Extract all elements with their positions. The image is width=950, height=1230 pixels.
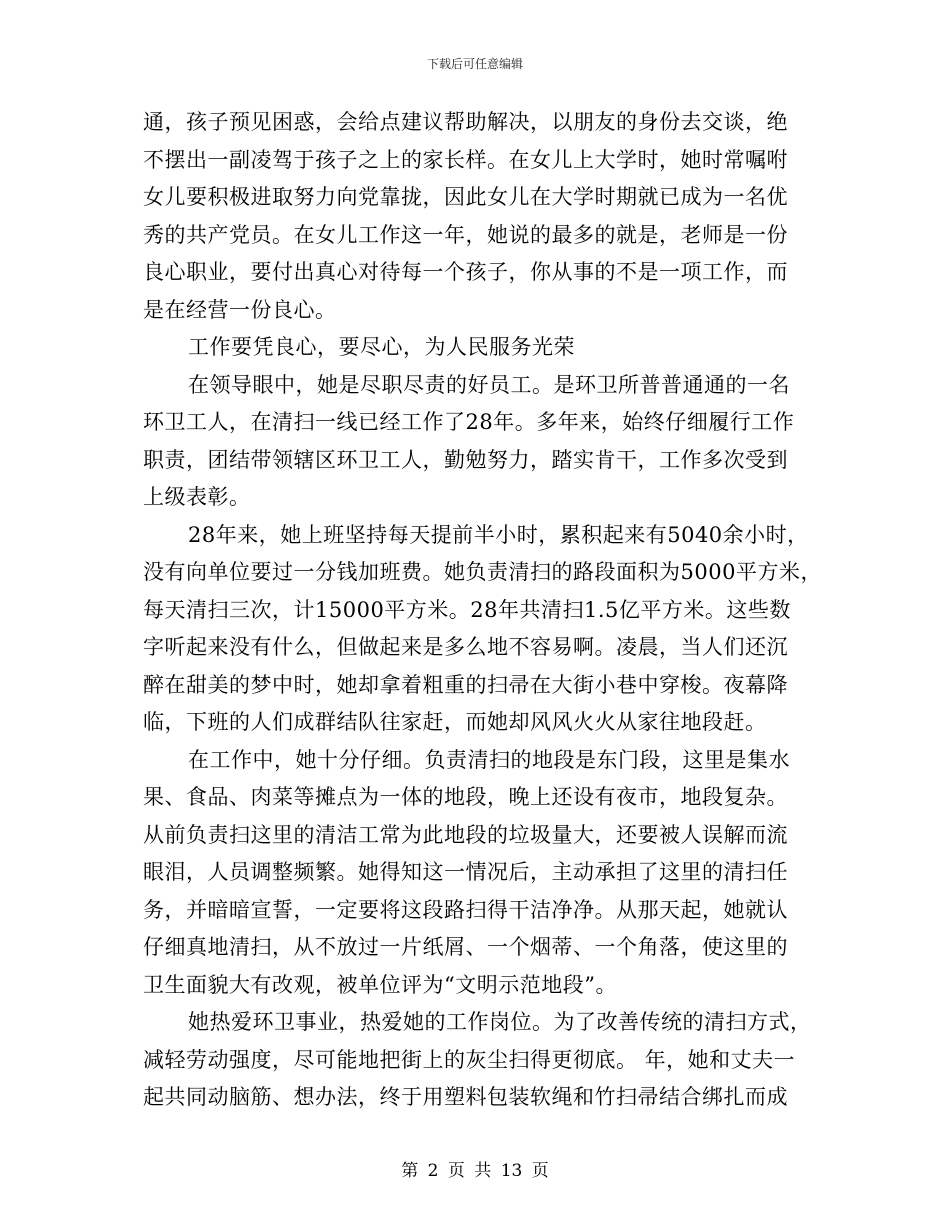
paragraph-start: 28年来，她上班坚持每天提前半小时，累积起来有5040余小时， bbox=[188, 522, 809, 547]
text-line: 上级表彰。 bbox=[143, 485, 251, 509]
text-line: 通，孩子预见困惑，会给点建议帮助解决，以朋友的身份去交谈，绝 bbox=[143, 110, 788, 134]
text-line: 眼泪，人员调整频繁。她得知这一情况后，主动承担了这里的清扫任 bbox=[143, 860, 788, 884]
text-line: 职责，团结带领辖区环卫工人，勤勉努力，踏实肯干，工作多次受到 bbox=[143, 447, 788, 472]
text-line: 醉在甜美的梦中时，她却拿着粗重的扫帚在大街小巷中穿梭。夜幕降 bbox=[143, 672, 788, 697]
text-line: 环卫工人，在清扫一线已经工作了28年。多年来，始终仔细履行工作 bbox=[143, 410, 795, 434]
text-line: 从前负责扫这里的清洁工常为此地段的垃圾量大，还要被人误解而流 bbox=[143, 822, 788, 847]
text-line: 减轻劳动强度，尽可能地把街上的灰尘扫得更彻底。 年，她和丈夫一 bbox=[143, 1047, 796, 1072]
text-line: 果、食品、肉菜等摊点为一体的地段，晚上还设有夜市，地段复杂。 bbox=[143, 785, 788, 809]
text-line: 务，并暗暗宣誓，一定要将这段路扫得干洁净净。从那天起，她就认 bbox=[143, 897, 788, 922]
page-header: 下载后可任意编辑 bbox=[426, 57, 523, 71]
text-line: 每天清扫三次，计15000平方米。28年共清扫1.5亿平方米。这些数 bbox=[143, 597, 791, 622]
section-heading: 工作要凭良心，要尽心，为人民服务光荣 bbox=[188, 335, 575, 359]
text-line: 良心职业，要付出真心对待每一个孩子，你从事的不是一项工作，而 bbox=[143, 260, 788, 284]
text-line: 仔细真地清扫，从不放过一片纸屑、一个烟蒂、一个角落，使这里的 bbox=[143, 935, 788, 959]
text-line: 字听起来没有什么，但做起来是多么地不容易啊。凌晨，当人们还沉 bbox=[143, 635, 788, 659]
text-line: 起共同动脑筋、想办法，终于用塑料包装软绳和竹扫帚结合绑扎而成 bbox=[143, 1085, 788, 1109]
text-line: 没有向单位要过一分钱加班费。她负责清扫的路段面积为5000平方米， bbox=[143, 560, 822, 584]
text-line: 不摆出一副凌驾于孩子之上的家长样。在女儿上大学时，她时常嘱咐 bbox=[143, 147, 788, 172]
paragraph-start: 在工作中，她十分仔细。负责清扫的地段是东门段，这里是集水 bbox=[188, 747, 790, 772]
text-line: 卫生面貌大有改观，被单位评为“文明示范地段”。 bbox=[143, 972, 617, 997]
text-line: 秀的共产党员。在女儿工作这一年，她说的最多的就是，老师是一份 bbox=[143, 222, 788, 247]
text-line: 临，下班的人们成群结队往家赶，而她却风风火火从家往地段赶。 bbox=[143, 710, 767, 734]
page-footer: 第 2 页 共 13 页 bbox=[401, 1161, 549, 1181]
document-body bbox=[143, 104, 822, 1117]
paragraph-start: 在领导眼中，她是尽职尽责的好员工。是环卫所普普通通的一名 bbox=[188, 372, 790, 397]
paragraph-start: 她热爱环卫事业，热爱她的工作岗位。为了改善传统的清扫方式， bbox=[188, 1010, 812, 1034]
text-line: 女儿要积极进取努力向党靠拢，因此女儿在大学时期就已成为一名优 bbox=[143, 185, 788, 209]
text-line: 是在经营一份良心。 bbox=[143, 297, 337, 322]
